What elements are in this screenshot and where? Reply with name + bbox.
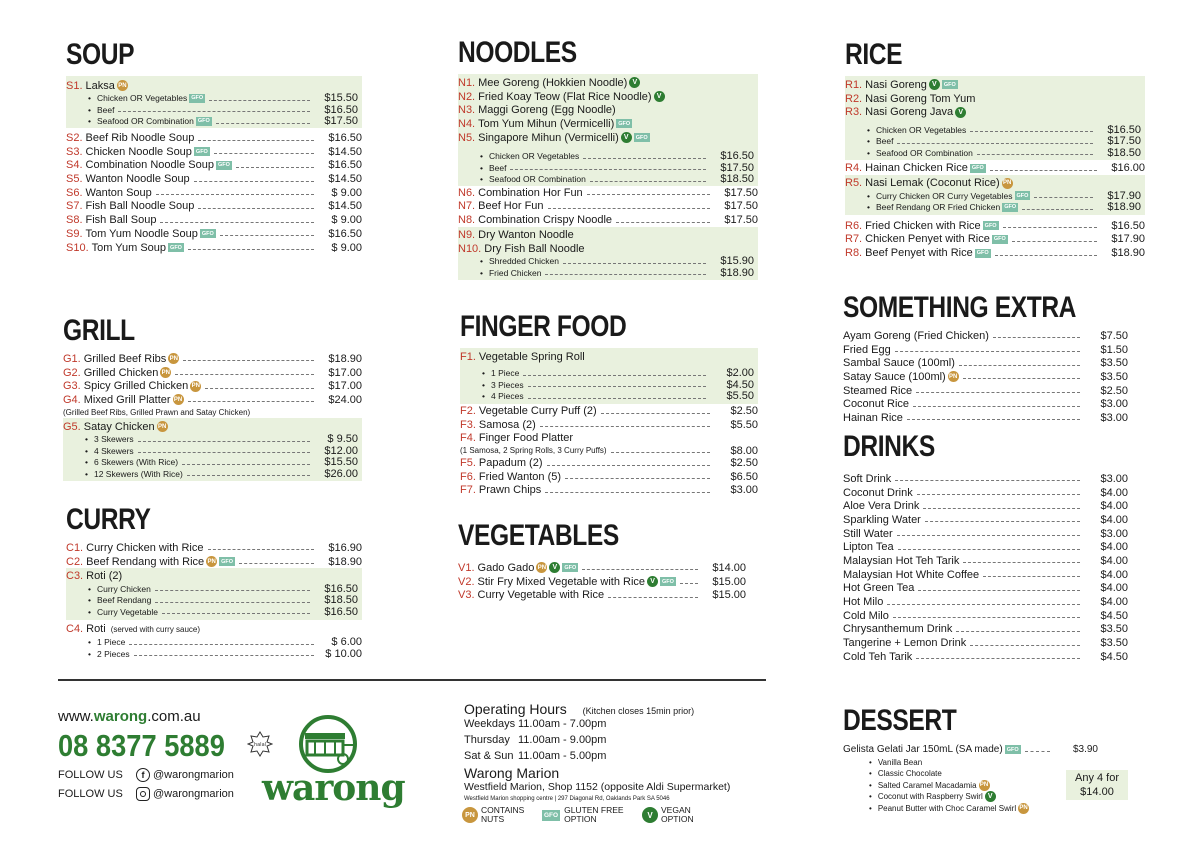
vegan-icon: V [929, 79, 940, 90]
gluten-free-icon: GFO [993, 236, 1006, 243]
gluten-free-icon: GFO [1016, 192, 1029, 199]
menu-item: S9. Tom Yum Noodle Soup GFO $16.50 [66, 227, 362, 240]
footer-divider [58, 679, 766, 681]
rice-heading: RICE [845, 38, 903, 71]
menu-item: Malaysian Hot White Coffee $4.00 [843, 568, 1128, 581]
gluten-free-icon: GFO [635, 134, 648, 141]
gluten-free-icon: GFO [191, 95, 204, 102]
menu-item: C2. Beef Rendang with Rice PN GFO $18.90 [66, 555, 362, 568]
menu-item: N8. Combination Crispy Noodle $17.50 [458, 214, 758, 227]
legend-nuts: PN CONTAINS NUTS [460, 806, 521, 824]
contains-nuts-icon: PN [117, 80, 128, 91]
menu-item: Gelista Gelati Jar 150mL (SA made) GFO $3.90 [843, 744, 1098, 756]
vegetables-heading: VEGETABLES [458, 519, 619, 552]
menu-item: Hot Milo $4.00 [843, 596, 1128, 609]
menu-item: F4. Finger Food Platter [460, 432, 574, 445]
instagram-icon [136, 787, 150, 801]
menu-item: Hot Green Tea $4.00 [843, 582, 1128, 595]
gluten-free-icon: GFO [976, 250, 989, 257]
menu-item: Still Water $3.00 [843, 527, 1128, 540]
dry-noodles-block: N9. Dry Wanton Noodle N10. Dry Fish Ball Noodle • Shredded Chicken $15.90 • Fried Chicken $18.90 [458, 227, 758, 280]
menu-item: F6. Fried Wanton (5) $6.50 [460, 470, 758, 483]
drinks-heading: DRINKS [843, 430, 935, 463]
menu-item: Lipton Tea $4.00 [843, 541, 1128, 554]
soup-section [66, 40, 362, 254]
gluten-free-icon: GFO [197, 118, 210, 125]
grill-heading: GRILL [63, 314, 135, 347]
finger-food-heading: FINGER FOOD [460, 310, 627, 343]
contains-nuts-icon: PN [206, 556, 217, 567]
menu-item: V2. Stir Fry Mixed Vegetable with Rice V GFO $15.00 [458, 575, 746, 588]
vegan-icon: V [629, 77, 640, 88]
dessert-offer-badge: Any 4 for $14.00 [1066, 770, 1128, 800]
facebook-icon: f [136, 768, 150, 782]
contains-nuts-icon: PN [1002, 178, 1013, 189]
gluten-free-icon: GFO [221, 558, 234, 565]
gluten-free-icon: GFO [1006, 746, 1019, 753]
menu-item: Chrysanthemum Drink $3.50 [843, 623, 1128, 636]
brand-wordmark: warong [262, 767, 405, 809]
gluten-free-icon: GFO [662, 578, 674, 585]
contains-nuts-icon: PN [190, 381, 201, 392]
svg-text:halal: halal [253, 742, 267, 748]
gluten-free-icon: GFO [544, 811, 559, 819]
gluten-free-icon: GFO [618, 120, 631, 127]
menu-item: Sambal Sauce (100ml) $3.50 [843, 357, 1128, 370]
gluten-free-icon: GFO [1004, 204, 1017, 211]
menu-item: R4. Hainan Chicken Rice GFO $16.00 [845, 162, 1145, 175]
extra-heading: SOMETHING EXTRA [843, 291, 1077, 324]
menu-item: Steamed Rice $2.50 [843, 384, 1128, 397]
menu-item: F7. Prawn Chips $3.00 [460, 484, 758, 497]
gluten-free-icon: GFO [564, 564, 577, 571]
menu-item: G2. Grilled Chicken PN $17.00 [63, 366, 362, 379]
gluten-free-icon: GFO [195, 148, 208, 155]
menu-item: C1. Curry Chicken with Rice $16.90 [66, 541, 362, 554]
menu-item: R8. Beef Penyet with Rice GFO $18.90 [845, 247, 1145, 260]
contains-nuts-icon: PN [979, 780, 990, 791]
gluten-free-icon: GFO [217, 162, 230, 169]
vegan-icon: V [621, 132, 632, 143]
menu-item: G1. Grilled Beef Ribs PN $18.90 [63, 352, 362, 365]
rice-section [845, 40, 1145, 260]
drinks-section [843, 432, 1128, 664]
menu-item: Soft Drink $3.00 [843, 472, 1128, 485]
gluten-free-icon: GFO [984, 222, 997, 229]
location-title: Warong Marion [464, 765, 560, 781]
warong-logo [262, 715, 405, 810]
menu-item: Coconut Rice $3.00 [843, 398, 1128, 411]
vegan-icon: V [654, 91, 665, 102]
menu-item: S2. Beef Rib Noodle Soup $16.50 [66, 132, 362, 145]
menu-item: F2. Vegetable Curry Puff (2) $2.50 [460, 405, 758, 418]
menu-item: Aloe Vera Drink $4.00 [843, 500, 1128, 513]
website-link[interactable]: www.warong.com.au [58, 708, 201, 725]
finger-food-section: FINGER FOOD F1. Vegetable Spring Roll • 1 Piece $2.00 • 3 Pieces $4.50 • 4 Pieces $5.50 F2. Vegetable Curry Puff (2) $2.50 F3. Samosa (2) $5.50 F4. Finger Food Platter (1 Samosa, 2 Spring Rolls, 3 Curry Puffs) $8.00 F5. Papadum (2) $2.50 F6. Fried Wanton (5) $6.50 F7. Prawn Chips $3.00 [460, 312, 758, 497]
menu-item: R6. Fried Chicken with Rice GFO $16.50 [845, 219, 1145, 232]
legend-gluten: GFO GLUTEN FREE OPTION [544, 805, 624, 824]
hours-row: Thursday 11.00am - 9.00pm [464, 734, 607, 746]
noodles-block: N1. Mee Goreng (Hokkien Noodle) V N2. Fried Koay Teow (Flat Rice Noodle) V N3. Maggi Goreng (Egg Noodle) N4. Tom Yum Mihun (Vermicelli) GFO N5. Singapore Mihun (Vermicelli) V GFO • Chicken OR Vegetables $16.50 • Beef $17.50 • Seafood OR Combination $18.50 [458, 74, 758, 186]
hours-row: Sat & Sun 11.00am - 5.00pm [464, 750, 607, 762]
extra-section [843, 293, 1128, 425]
roti-block: C3. Roti (2) • Curry Chicken $16.50 • Beef Rendang $18.50 • Curry Vegetable $16.50 [66, 568, 362, 619]
menu-item: G4. Mixed Grill Platter PN $24.00 [63, 393, 362, 406]
hours-row: Weekdays 11.00am - 7.00pm [464, 718, 607, 730]
contains-nuts-icon: PN [462, 807, 478, 823]
soup-heading: SOUP [66, 38, 135, 71]
menu-item: Satay Sauce (100ml) PN $3.50 [843, 370, 1128, 383]
menu-item: Sparkling Water $4.00 [843, 513, 1128, 526]
menu-item: Malaysian Hot Teh Tarik $4.00 [843, 554, 1128, 567]
soup-list [66, 131, 362, 254]
vegan-icon: V [549, 562, 560, 573]
noodles-section [458, 38, 758, 280]
cart-icon [293, 715, 363, 773]
phone-number[interactable]: 08 8377 5889 [58, 728, 225, 763]
menu-item: G3. Spicy Grilled Chicken PN $17.00 [63, 380, 362, 393]
rice-block: R1. Nasi Goreng V GFO R2. Nasi Goreng Tom Yum R3. Nasi Goreng Java V • Chicken OR Vegetables $16.50 • Beef $17.50 • Seafood OR Combination $18.50 [845, 76, 1145, 160]
curry-section: CURRY C1. Curry Chicken with Rice $16.90 C2. Beef Rendang with Rice PN GFO $18.90 C3. Roti (2) • Curry Chicken $16.50 • Beef Rendang $18.50 • Curry Vegetable $16.50 C4. Roti (served with curry sauce) • 1 Piece $ 6.00 • 2 Pieces $ 10.00 [66, 505, 362, 659]
legend-vegan: V VEGAN OPTION [640, 806, 701, 824]
vegan-icon: V [955, 107, 966, 118]
menu-item: Tangerine + Lemon Drink $3.50 [843, 637, 1128, 650]
menu-item: S10. Tom Yum Soup GFO $ 9.00 [66, 241, 362, 254]
operating-hours-title: Operating Hours (Kitchen closes 15min prior) [464, 701, 695, 717]
menu-item: Fried Egg $1.50 [843, 343, 1128, 356]
laksa-block: S1. Laksa PN • Chicken OR Vegetables GFO $15.50 • Beef $16.50 • Seafood OR Combination GFO $17.50 [66, 76, 362, 128]
location-address: Westfield Marion, Shop 1152 (opposite Aldi Supermarket) [464, 781, 731, 793]
gluten-free-icon: GFO [971, 165, 984, 172]
menu-item: N7. Beef Hor Fun $17.50 [458, 200, 758, 213]
vegan-icon: V [642, 807, 658, 823]
menu-item: Coconut Drink $4.00 [843, 486, 1128, 499]
contains-nuts-icon: PN [536, 562, 547, 573]
curry-heading: CURRY [66, 503, 151, 536]
vegetables-section [458, 521, 746, 602]
menu-item: F5. Papadum (2) $2.50 [460, 457, 758, 470]
menu-item: R7. Chicken Penyet with Rice GFO $17.90 [845, 233, 1145, 246]
item-note: (Grilled Beef Ribs, Grilled Prawn and Satay Chicken) [63, 407, 251, 417]
grill-section [63, 316, 362, 481]
vegan-icon: V [647, 576, 658, 587]
menu-item: Cold Teh Tarik $4.50 [843, 650, 1128, 663]
menu-item: S3. Chicken Noodle Soup GFO $14.50 [66, 145, 362, 158]
dessert-heading: DESSERT [843, 704, 957, 737]
gluten-free-icon: GFO [943, 81, 956, 88]
menu-item: S7. Fish Ball Noodle Soup $14.50 [66, 200, 362, 213]
menu-item: S6. Wanton Soup $ 9.00 [66, 186, 362, 199]
contains-nuts-icon: PN [948, 371, 959, 382]
contains-nuts-icon: PN [168, 353, 179, 364]
menu-item: F3. Samosa (2) $5.50 [460, 418, 758, 431]
menu-item: V3. Curry Vegetable with Rice $15.00 [458, 589, 746, 602]
gluten-free-icon: GFO [170, 244, 182, 251]
spring-roll-block: F1. Vegetable Spring Roll • 1 Piece $2.00 • 3 Pieces $4.50 • 4 Pieces $5.50 [460, 348, 758, 404]
instagram-row[interactable]: FOLLOW US @warongmarion [58, 788, 234, 800]
menu-item: S5. Wanton Noodle Soup $14.50 [66, 173, 362, 186]
noodles-heading: NOODLES [458, 36, 577, 69]
satay-block: G5. Satay Chicken PN • 3 Skewers $ 9.50 • 4 Skewers $12.00 • 6 Skewers (With Rice) $15.50 • 12 Skewers (With Rice) $26.00 [63, 418, 362, 482]
gluten-free-icon: GFO [201, 230, 214, 237]
vegan-icon: V [985, 791, 996, 802]
menu-item: Ayam Goreng (Fried Chicken) $7.50 [843, 329, 1128, 342]
menu-item: V1. Gado Gado PN V GFO $14.00 [458, 561, 746, 574]
menu-item: S4. Combination Noodle Soup GFO $16.50 [66, 159, 362, 172]
contains-nuts-icon: PN [160, 367, 171, 378]
nasi-lemak-block: R5. Nasi Lemak (Coconut Rice) PN • Curry Chicken OR Curry Vegetables GFO $17.90 • Beef Rendang OR Fried Chicken GFO $18.90 [845, 175, 1145, 215]
contains-nuts-icon: PN [173, 394, 184, 405]
menu-item: N6. Combination Hor Fun $17.50 [458, 186, 758, 199]
location-small: Westfield Marion shopping centre | 297 Diagonal Rd, Oaklands Park SA 5046 [464, 796, 670, 802]
contains-nuts-icon: PN [157, 421, 168, 432]
contains-nuts-icon: PN [1018, 803, 1029, 814]
menu-item: Cold Milo $4.50 [843, 609, 1128, 622]
facebook-row[interactable]: FOLLOW US f @warongmarion [58, 769, 234, 781]
menu-item: S8. Fish Ball Soup $ 9.00 [66, 214, 362, 227]
menu-item: Hainan Rice $3.00 [843, 411, 1128, 424]
dessert-section: DESSERT Gelista Gelati Jar 150mL (SA made) GFO $3.90 • Vanilla Bean • Classic Chocolate • Salted Caramel Macadamia PN • Coconut with Raspberry Swirl V • Peanut Butter with Choc Caramel Swirl PN Any 4 for $14.00 [843, 706, 1128, 814]
